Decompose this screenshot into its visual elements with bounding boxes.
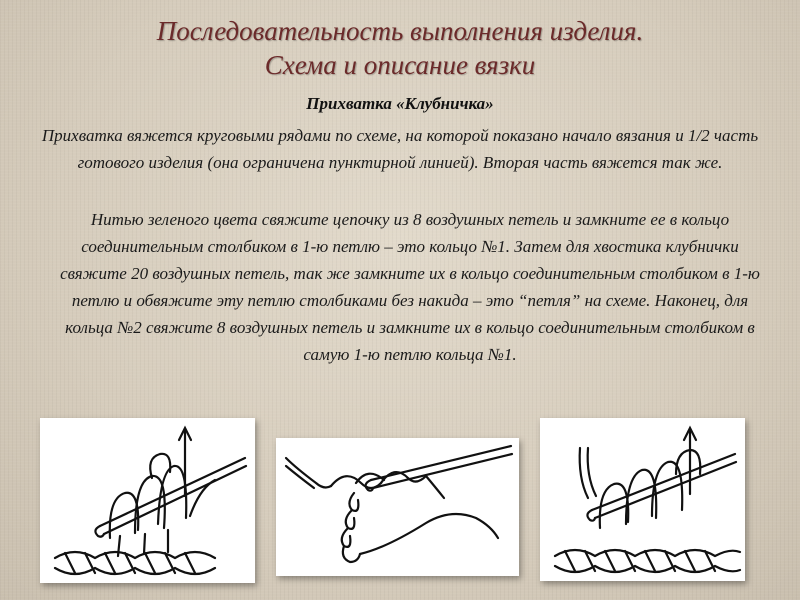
paragraph-instructions: Нитью зеленого цвета свяжите цепочку из 8 воздушных петель и замкните ее в кольцо соединительным столбиком в 1-ю петлю – это кольцо №1. Затем для хвостика клубнички свяжите 20 воздушных петель, так же замкните их в кольцо соединительным столбиком в 1-ю петлю и обвяжите эту петлю столбиками без накида – это “петля” на схеме. Наконец, для кольца №2 свяжите 8 воздушных петель и замкните их в кольцо соединительным столбиком в самую 1-ю петлю кольца №1. bbox=[60, 210, 760, 364]
crochet-chain-icon bbox=[276, 438, 519, 576]
crochet-hook-stitch-illustration-1 bbox=[40, 418, 255, 583]
paragraph-intro: Прихватка вяжется круговыми рядами по схеме, на которой показано начало вязания и 1/2 часть готового изделия (она ограничена пунктирной линией). Вторая часть вяжется так же. bbox=[41, 126, 759, 172]
slide-title bbox=[60, 14, 740, 82]
crochet-hook-icon bbox=[40, 418, 255, 583]
crochet-chain-illustration bbox=[276, 438, 519, 576]
title-line-2: Схема и описание вязки bbox=[264, 50, 536, 80]
crochet-hook-stitch-illustration-2 bbox=[540, 418, 745, 581]
slide-subtitle: Прихватка «Клубничка» bbox=[306, 94, 494, 113]
crochet-hook-icon bbox=[540, 418, 745, 581]
title-line-1: Последовательность выполнения изделия. bbox=[156, 16, 644, 46]
